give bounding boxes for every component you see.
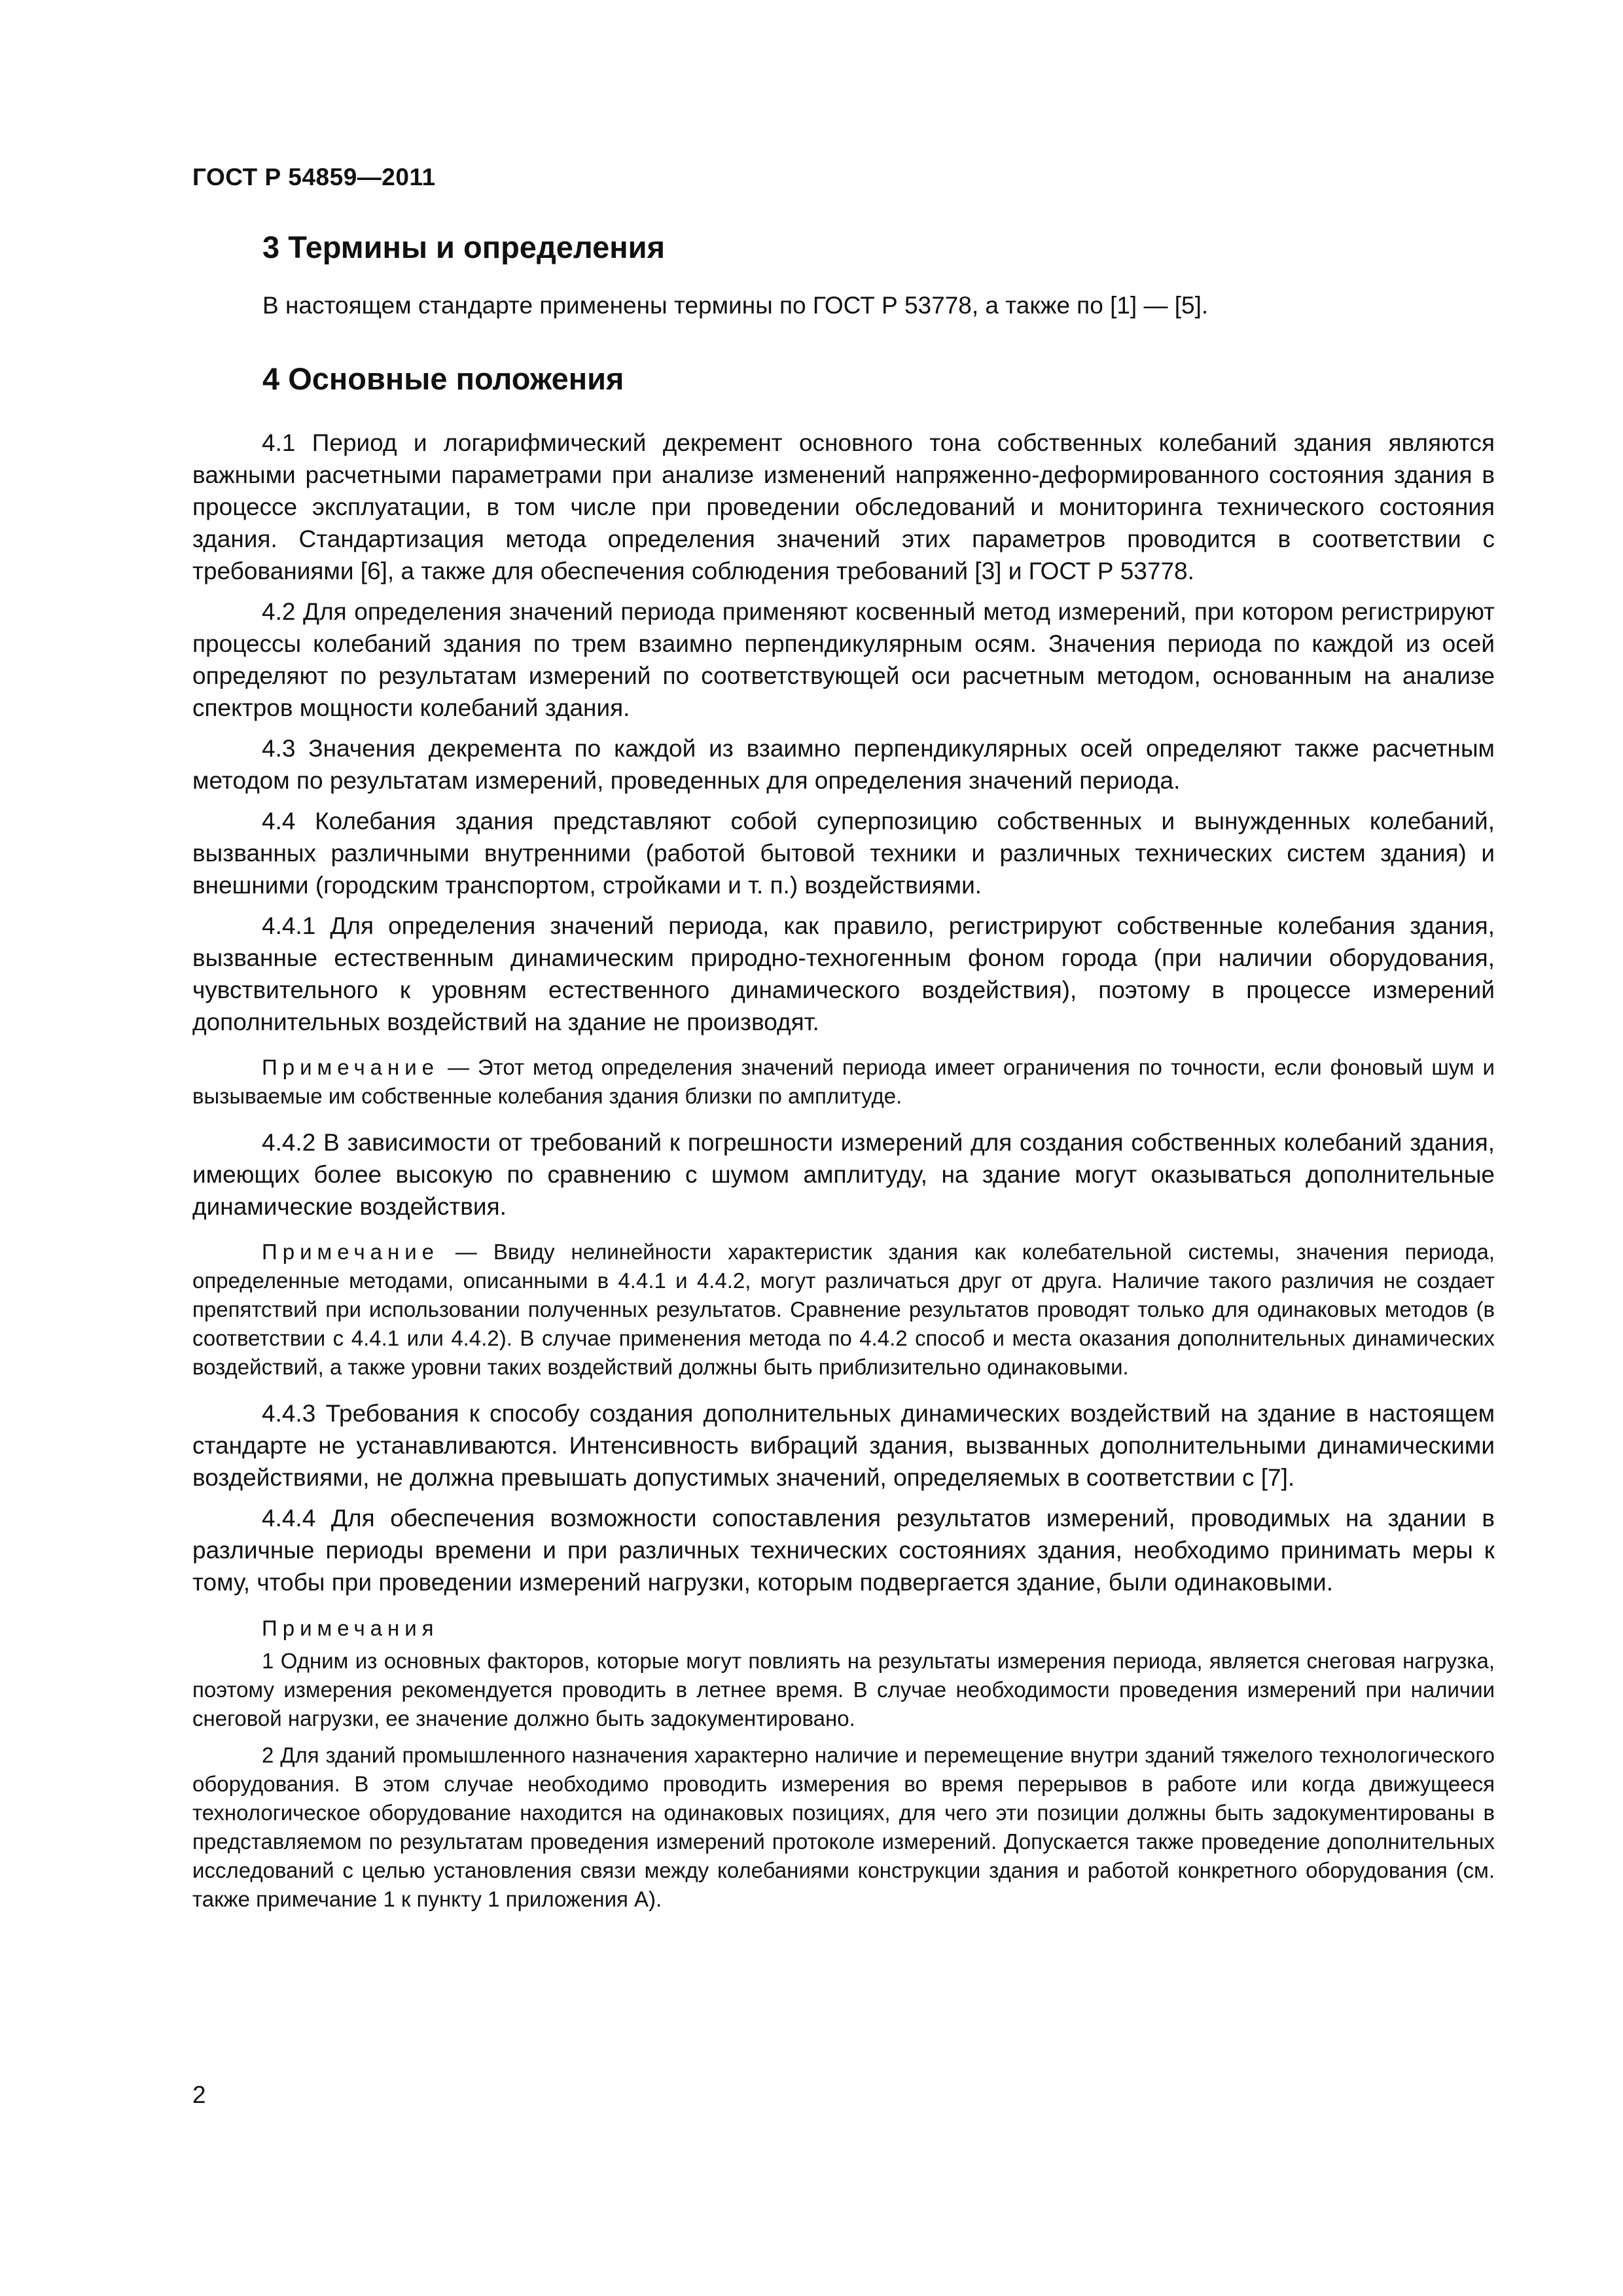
section-4-title: 4 Основные положения [262,361,624,396]
paragraph-4-1: 4.1 Период и логарифмический декремент основного тона собственных колебаний здания являются важными расчетными параметрами при анализе изменений напряженно-деформированного состояния здания в процессе эксплуатации, в том числе при проведении обследований и мониторинга технического состояния здания. Стандартизация метода определения значений этих параметров проводится в соответствии с требованиями [6], а также для обеспечения соблюдения требований [3] и ГОСТ Р 53778. [192,429,1495,584]
paragraph-4-3: 4.3 Значения декремента по каждой из взаимно перпендикулярных осей определяют также расчетным методом по результатам измерений, проведенных для определения значений периода. [192,735,1495,794]
section-3-title: 3 Термины и определения [262,230,665,264]
paragraph-4-4-3: 4.4.3 Требования к способу создания дополнительных динамических воздействий на здание в настоящем стандарте не устанавливаются. Интенсивность вибраций здания, вызванных дополнительными динамическими воздействиями, не должна превышать допустимых значений, определяемых в соответствии с [7]. [192,1400,1495,1491]
note-1-text: — Этот метод определения значений периода имеет ограничения по точности, если фоновый шум и вызываемые им собственные колебания здания близки по амплитуде. [192,1055,1495,1108]
notes-title: Примечания [262,1616,439,1640]
page-content [192,216,1495,1914]
note-2-text: — Ввиду нелинейности характеристик здания как колебательной системы, значения периода, определенные методами, описанными в 4.4.1 и 4.4.2, могут различаться друг от друга. Наличие такого различия не создает препятствий при использовании полученных результатов. Сравнение результатов проводят только для одинаковых методов (в соответствии с 4.4.1 или 4.4.2). В случае применения метода по 4.4.2 способ и места оказания дополнительных динамических воздействий, а также уровни таких воздействий должны быть приблизительно одинаковыми. [192,1240,1495,1379]
note-2 [192,1238,1495,1382]
paragraph-4-4-4: 4.4.4 Для обеспечения возможности сопоставления результатов измерений, проводимых на здании в различные периоды времени и при различных технических состояниях здания, необходимо принимать меры к тому, чтобы при проведении измерений нагрузки, которым подвергается здание, были одинаковыми. [192,1505,1495,1596]
paragraph-4-2: 4.2 Для определения значений периода применяют косвенный метод измерений, при котором регистрируют процессы колебаний здания по трем взаимно перпендикулярным осям. Значения периода по каждой из осей определяют по результатам измерений по соответствующей оси расчетным методом, основанным на анализе спектров мощности колебаний здания. [192,598,1495,721]
section-3-text: В настоящем стандарте применены термины по ГОСТ Р 53778, а также по [1] — [5]. [262,292,1209,319]
note-1 [192,1053,1495,1111]
paragraph-4-4-1: 4.4.1 Для определения значений периода, как правило, регистрируют собственные колебания здания, вызванные естественным динамическим природно-техногенным фоном города (при наличии оборудования, чувствительного к уровням естественного динамического воздействия), поэтому в процессе измерений дополнительных воздействий на здание не производят. [192,912,1495,1035]
paragraph-4-4: 4.4 Колебания здания представляют собой суперпозицию собственных и вынужденных колебаний, вызванных различными внутренними (работой бытовой техники и различных технических систем здания) и внешними (городским транспортом, стройками и т. п.) воздействиями. [192,808,1495,899]
page-number: 2 [192,2081,206,2108]
note-item-2: 2 Для зданий промышленного назначения характерно наличие и перемещение внутри зданий тяжелого технологического оборудования. В этом случае необходимо проводить измерения во время перерывов в работе или когда движущееся технологическое оборудование находится на одинаковых позициях, для чего эти позиции должны быть задокументированы в представляемом по результатам проведения измерений протоколе измерений. Допускается также проведение дополнительных исследований с целью установления связи между колебаниями конструкции здания и работой конкретного оборудования (см. также примечание 1 к пункту 1 приложения А). [192,1743,1495,1911]
note-item-1: 1 Одним из основных факторов, которые могут повлиять на результаты измерения периода, является снеговая нагрузка, поэтому измерения рекомендуется проводить в летнее время. В случае необходимости проведения измерений при наличии снеговой нагрузки, ее значение должно быть задокументировано. [192,1649,1495,1731]
note-1-label: Примечание [262,1055,440,1079]
document-header: ГОСТ Р 54859—2011 [192,164,436,190]
note-2-label: Примечание [262,1240,440,1264]
paragraph-4-4-2: 4.4.2 В зависимости от требований к погрешности измерений для создания собственных колебаний здания, имеющих более высокую по сравнению с шумом амплитуду, на здание могут оказываться дополнительные динамические воздействия. [192,1129,1495,1220]
